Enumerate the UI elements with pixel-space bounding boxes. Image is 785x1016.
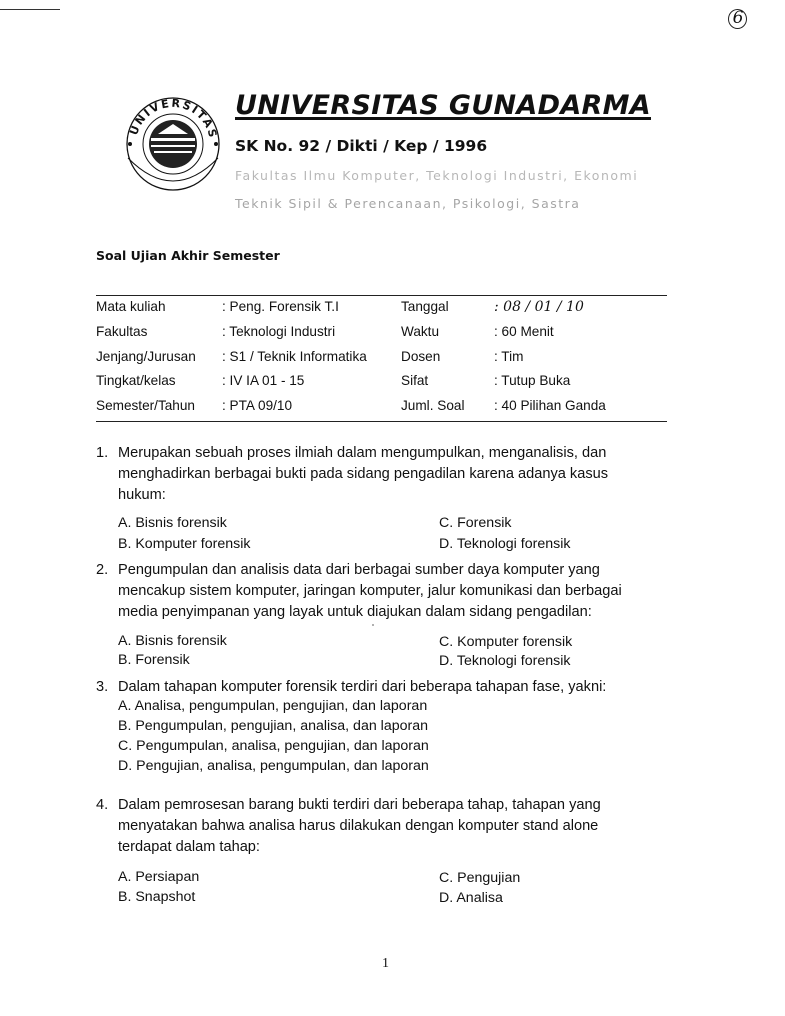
question-4-text (118, 795, 601, 858)
question-number: 1. (96, 445, 109, 461)
info-value-handwritten: : 08 / 01 / 10 (494, 299, 584, 315)
option-d: D. Pengujian, analisa, pengumpulan, dan laporan (118, 758, 429, 774)
info-value: : Tim (494, 348, 524, 364)
page-mark: 6 (728, 8, 748, 30)
question-line: media penyimpanan yang layak untuk diajukan dalam sidang pengadilan: (118, 604, 592, 620)
university-name: UNIVERSITAS GUNADARMA (235, 90, 651, 121)
question-number: 2. (96, 562, 109, 578)
option-c: C. Pengujian (439, 870, 521, 886)
logo-arc-text: UNIVERSITAS (127, 96, 220, 141)
question-3-text: Dalam tahapan komputer forensik terdiri dari beberapa tahapan fase, yakni: (118, 679, 607, 695)
option-c: C. Komputer forensik (439, 634, 573, 650)
question-line: Pengumpulan dan analisis data dari berbagai sumber daya komputer yang (118, 562, 600, 578)
option-b: B. Snapshot (118, 889, 196, 905)
table-top-rule (96, 295, 667, 296)
info-value: : Teknologi Industri (222, 323, 336, 339)
option-c: C. Forensik (439, 515, 512, 531)
question-2-text (118, 560, 622, 623)
info-row (96, 323, 667, 348)
decree-number: SK No. 92 / Dikti / Kep / 1996 (235, 137, 488, 155)
table-bottom-rule (96, 421, 667, 422)
faculties-line-1: Fakultas Ilmu Komputer, Teknologi Industri, Ekonomi (235, 168, 639, 183)
option-c: C. Pengumpulan, analisa, pengujian, dan laporan (118, 738, 429, 754)
exam-info-table (96, 298, 667, 422)
option-d: D. Teknologi forensik (439, 653, 571, 669)
faculties-line-2: Teknik Sipil & Perencanaan, Psikologi, Sastra (235, 196, 581, 211)
question-line: menghadirkan berbagai bukti pada sidang pengadilan karena adanya kasus (118, 466, 609, 482)
option-a: A. Persiapan (118, 869, 200, 885)
option-a: A. Analisa, pengumpulan, pengujian, dan laporan (118, 698, 428, 714)
info-value: : IV IA 01 - 15 (222, 373, 305, 389)
info-label: Tanggal (401, 299, 449, 314)
option-d: D. Analisa (439, 890, 503, 906)
info-value: : PTA 09/10 (222, 398, 293, 414)
question-number: 4. (96, 797, 109, 813)
option-b: B. Forensik (118, 652, 190, 668)
option-a: A. Bisnis forensik (118, 633, 227, 649)
question-line: terdapat dalam tahap: (118, 839, 260, 855)
info-label: Tingkat/kelas (96, 373, 176, 389)
info-label: Waktu (401, 323, 440, 339)
info-label: Mata kuliah (96, 299, 166, 314)
question-line: mencakup sistem komputer, jaringan komputer, jalur komunikasi dan berbagai (118, 583, 622, 599)
info-label: Sifat (401, 373, 429, 389)
info-label: Semester/Tahun (96, 398, 195, 414)
university-logo (118, 86, 228, 194)
info-value: : Peng. Forensik T.I (222, 299, 339, 314)
scan-edge-line (0, 9, 60, 10)
info-label: Juml. Soal (401, 398, 465, 414)
question-line: Dalam pemrosesan barang bukti terdiri dari beberapa tahap, tahapan yang (118, 797, 601, 813)
info-row (96, 348, 667, 373)
question-line: menyatakan bahwa analisa harus dilakukan dengan komputer stand alone (118, 818, 599, 834)
info-value: : 40 Pilihan Ganda (494, 398, 606, 414)
info-row (96, 298, 667, 323)
option-d: D. Teknologi forensik (439, 536, 571, 552)
exam-title: Soal Ujian Akhir Semester (96, 248, 280, 263)
info-row (96, 372, 667, 397)
info-label: Fakultas (96, 323, 148, 339)
info-row (96, 397, 667, 422)
info-value: : Tutup Buka (494, 373, 571, 389)
option-b: B. Komputer forensik (118, 536, 251, 552)
question-number: 3. (96, 679, 109, 695)
info-value: : 60 Menit (494, 323, 554, 339)
scan-speck (372, 624, 374, 626)
info-value: : S1 / Teknik Informatika (222, 348, 367, 364)
option-a: A. Bisnis forensik (118, 515, 227, 531)
info-label: Jenjang/Jurusan (96, 348, 196, 364)
info-label: Dosen (401, 348, 441, 364)
option-b: B. Pengumpulan, pengujian, analisa, dan laporan (118, 718, 428, 734)
page-footer-number: 1 (382, 956, 389, 971)
question-line: Merupakan sebuah proses ilmiah dalam mengumpulkan, menganalisis, dan (118, 445, 607, 461)
question-line: hukum: (118, 487, 166, 503)
question-1-text (118, 443, 608, 506)
